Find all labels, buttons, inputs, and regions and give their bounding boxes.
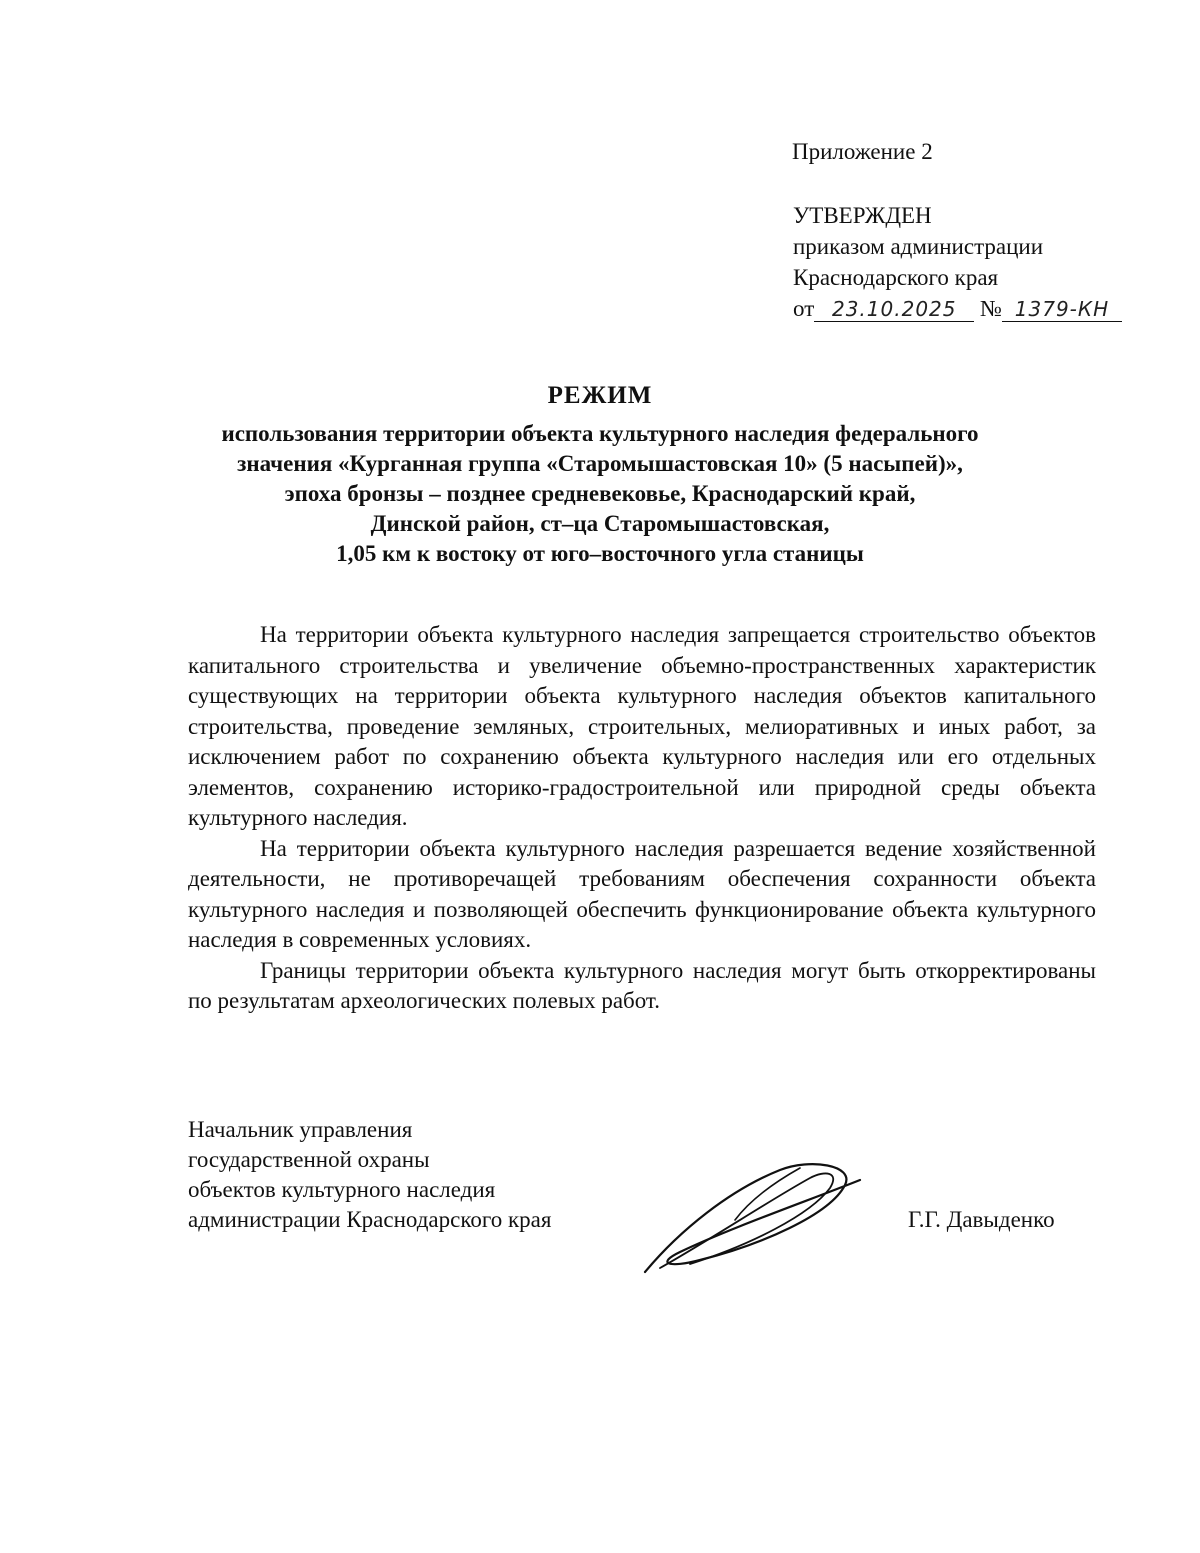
- title-line-2: значения «Курганная группа «Старомышастовская 10» (5 насыпей)»,: [237, 451, 963, 476]
- position-line-1: Начальник управления: [188, 1117, 413, 1142]
- handwritten-signature: [640, 1160, 870, 1280]
- position-line-3: объектов культурного наследия: [188, 1177, 496, 1202]
- body-text: [188, 620, 1096, 1017]
- position-line-2: государственной охраны: [188, 1147, 430, 1172]
- position-line-4: администрации Краснодарского края: [188, 1207, 552, 1232]
- signatory-position: [188, 1115, 551, 1235]
- approval-date-row: [793, 293, 1122, 324]
- approval-line-1: приказом администрации: [793, 234, 1044, 259]
- title-line-1: использования территории объекта культурного наследия федерального: [221, 421, 979, 446]
- approval-status: УТВЕРЖДЕН: [793, 203, 932, 228]
- approval-block: [793, 200, 1122, 324]
- title-line-5: 1,05 км к востоку от юго–восточного угла станицы: [336, 541, 864, 566]
- paragraph-boundaries: Границы территории объекта культурного наследия могут быть откорректированы по результатам археологических полевых работ.: [188, 957, 1096, 1013]
- approval-line-2: Краснодарского края: [793, 265, 999, 290]
- paragraph-prohibitions: На территории объекта культурного наследия запрещается строительство объектов капитального строительства и увеличение объемно-пространственных характеристик существующих на территории объекта культурного наследия объектов капитального строительства, проведение земляных, строительных, мелиоративных и иных работ, за исключением работ по сохранению объекта культурного наследия или его отдельных элементов, сохранению историко-градостроительной или природной среды объекта культурного наследия.: [188, 622, 1096, 830]
- handwritten-number: 1379-КН: [1002, 297, 1122, 322]
- handwritten-date: 23.10.2025: [814, 297, 974, 322]
- number-prefix: №: [980, 296, 1002, 321]
- paragraph-permissions: На территории объекта культурного наследия разрешается ведение хозяйственной деятельности, не противоречащей требованиям обеспечения сохранности объекта культурного наследия и позволяющей обеспечить функционирование объекта культурного наследия в современных условиях.: [188, 835, 1096, 952]
- date-prefix: от: [793, 296, 815, 321]
- title-line-4: Динской район, ст–ца Старомышастовская,: [370, 511, 830, 536]
- signatory-name: Г.Г. Давыденко: [908, 1207, 1055, 1232]
- title-line-3: эпоха бронзы – позднее средневековье, Краснодарский край,: [284, 481, 916, 506]
- title-main: РЕЖИМ: [547, 382, 653, 409]
- appendix-label: Приложение 2: [792, 139, 933, 164]
- document-title: [150, 381, 1050, 569]
